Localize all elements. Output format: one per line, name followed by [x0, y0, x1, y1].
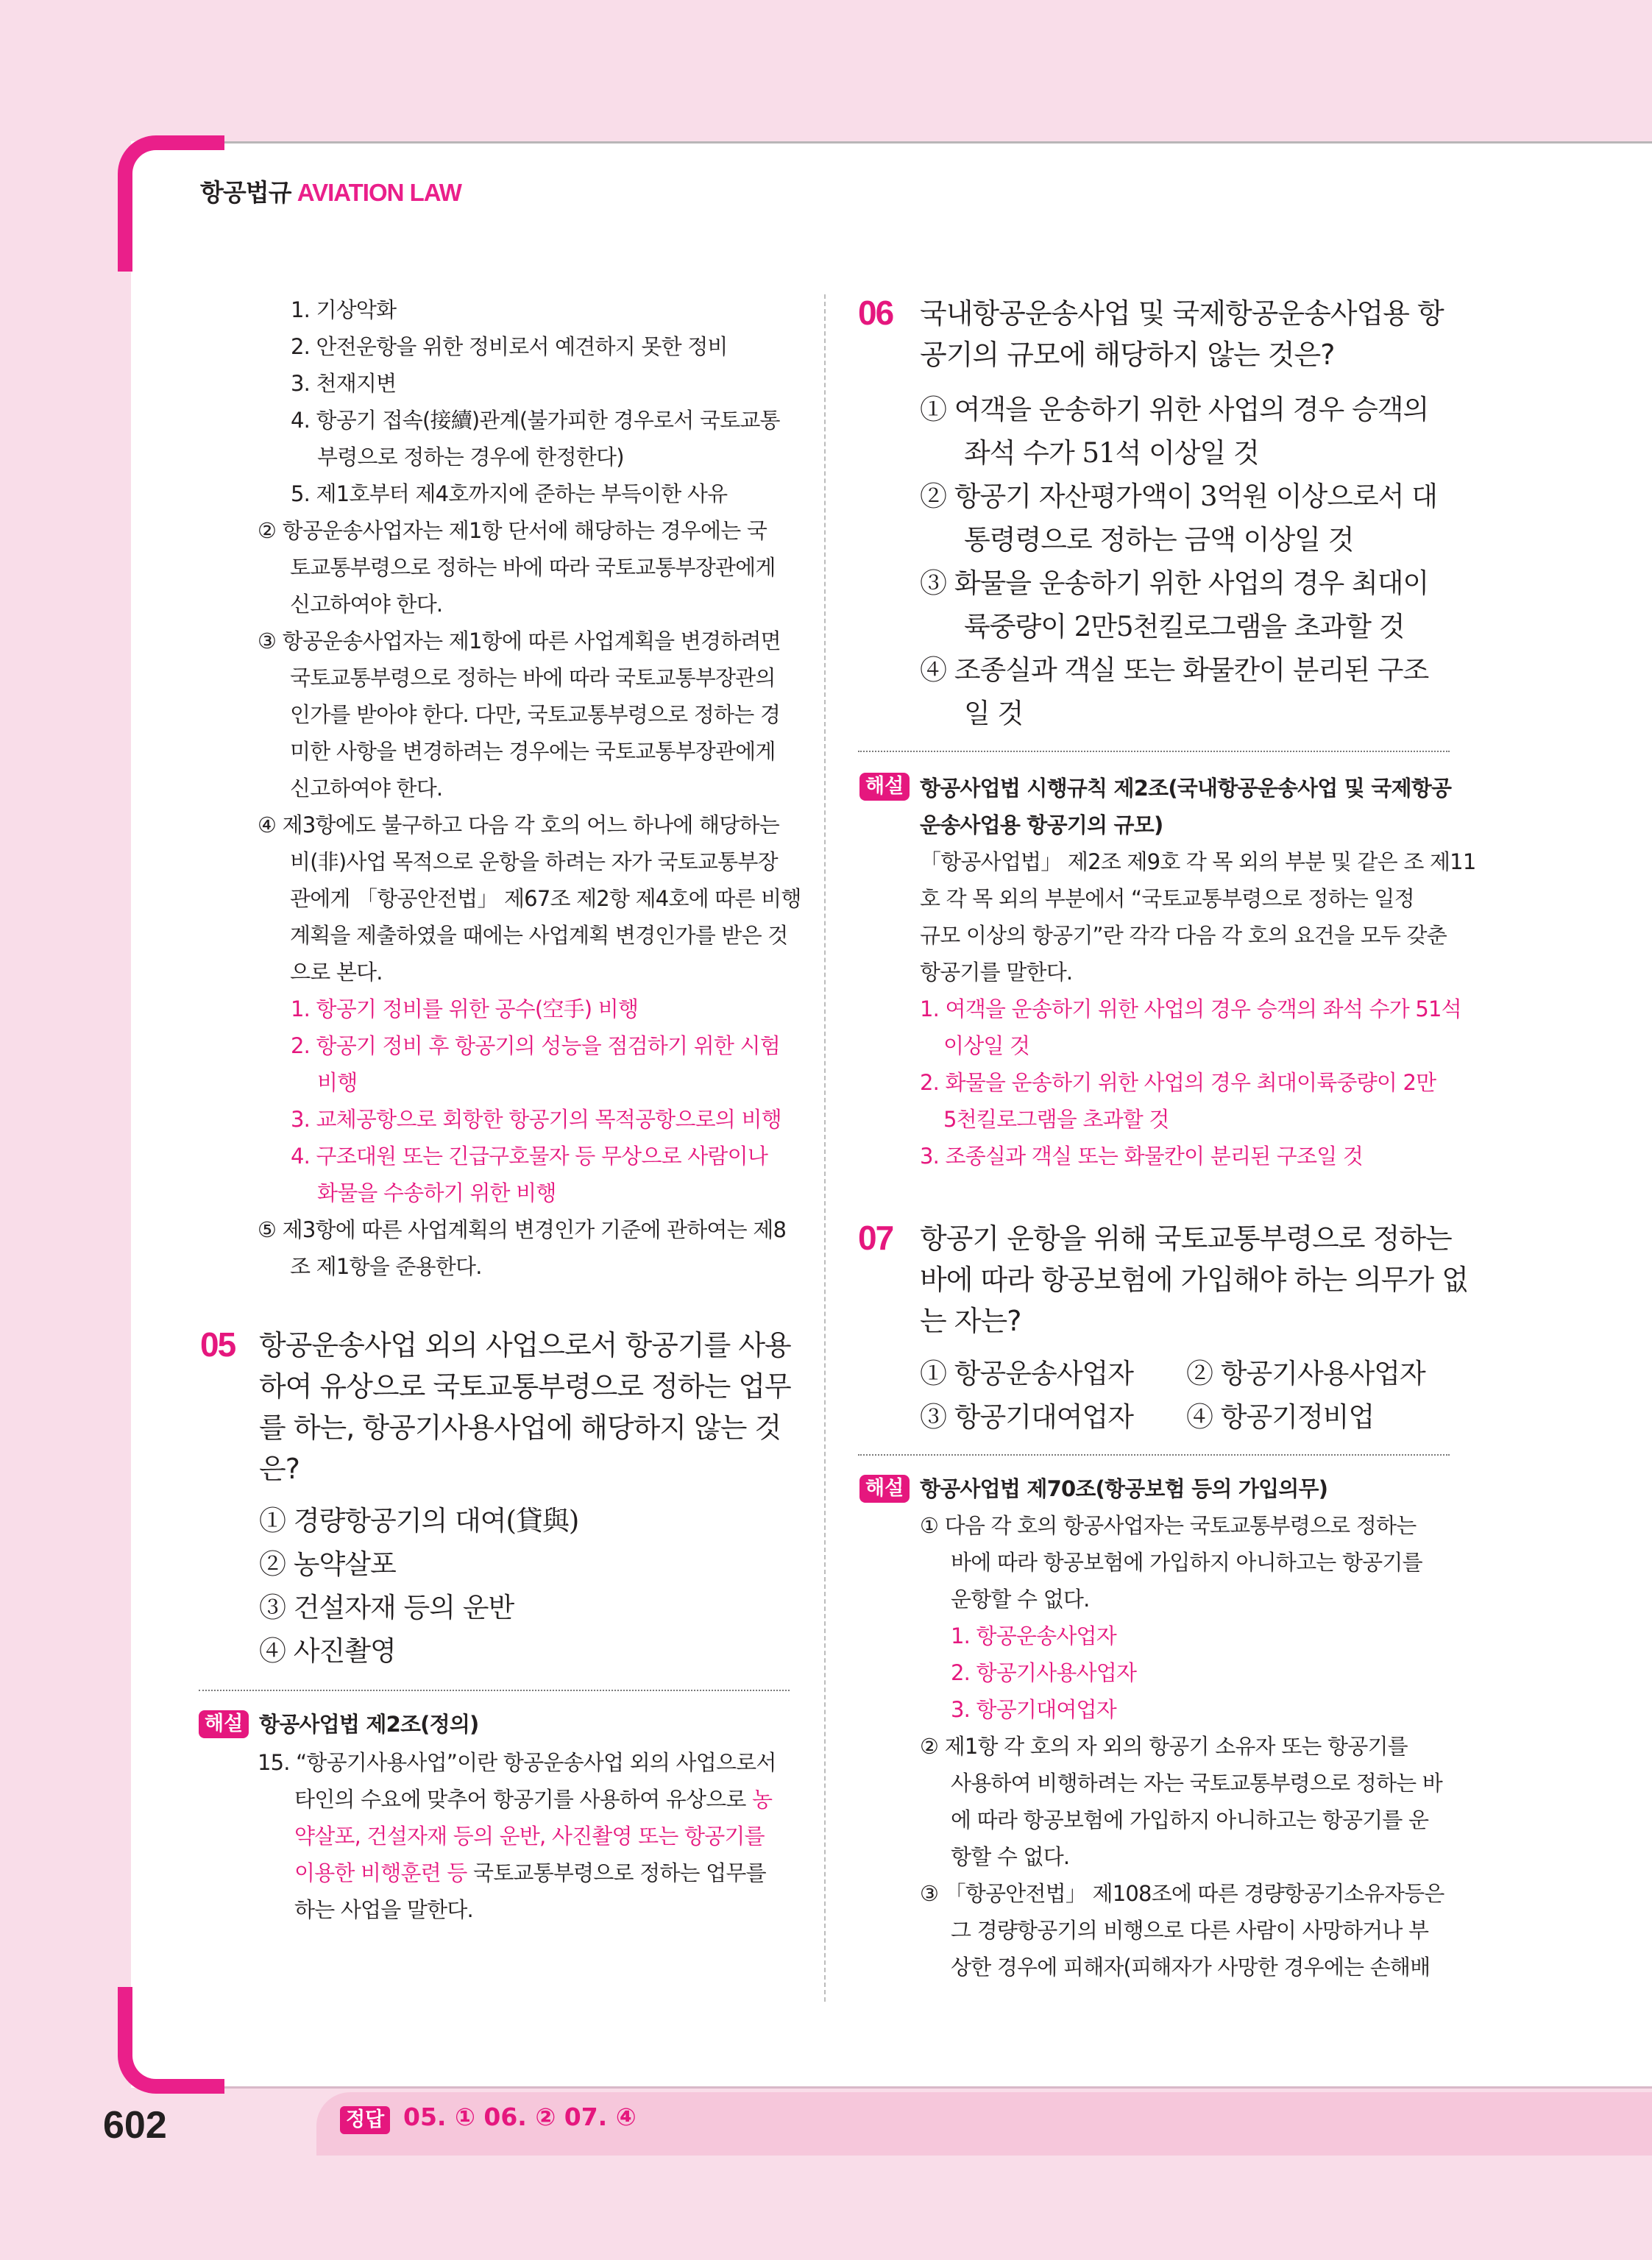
paragraph-line: ③ 항공운송사업자는 제1항에 따른 사업계획을 변경하려면	[258, 628, 781, 653]
question-07-line: 바에 따라 항공보험에 가입해야 하는 의무가 없	[920, 1264, 1468, 1296]
list-item: 2. 안전운항을 위한 정비로서 예견하지 못한 정비	[291, 334, 728, 359]
paragraph-line: 비(非)사업 목적으로 운항을 하려는 자가 국토교통부장	[290, 849, 778, 874]
option-06-4-cont: 일 것	[964, 698, 1024, 729]
paragraph-line: 미한 사항을 변경하려는 경우에는 국토교통부장관에게	[290, 739, 776, 764]
explanation-line: 항할 수 없다.	[951, 1844, 1070, 1869]
explanation-badge: 해설	[199, 1710, 249, 1738]
answer-key: 05. ① 06. ② 07. ④	[403, 2103, 637, 2131]
explanation-line: 하는 사업을 말한다.	[294, 1897, 473, 1922]
explanation-line	[294, 1781, 772, 1818]
option-06-2-cont: 통령령으로 정하는 금액 이상일 것	[964, 524, 1354, 556]
paragraph-line: 신고하여야 한다.	[290, 592, 443, 617]
question-06-line: 공기의 규모에 해당하지 않는 것은?	[920, 339, 1335, 371]
option-05-1: ① 경량항공기의 대여(貸與)	[259, 1505, 579, 1537]
explanation-highlight: 3. 항공기대여업자	[951, 1697, 1116, 1722]
option-06-3: ③ 화물을 운송하기 위한 사업의 경우 최대이	[920, 567, 1429, 599]
highlight-item: 3. 교체공항으로 회항한 항공기의 목적공항으로의 비행	[291, 1107, 781, 1132]
explanation-line: ① 다음 각 호의 항공사업자는 국토교통부령으로 정하는	[920, 1513, 1417, 1538]
paragraph-line: 계획을 제출하였을 때에는 사업계획 변경인가를 받은 것	[290, 923, 788, 948]
explanation-line: 규모 이상의 항공기”란 각각 다음 각 호의 요건을 모두 갖춘	[920, 923, 1447, 948]
explanation-highlight: 3. 조종실과 객실 또는 화물칸이 분리된 구조일 것	[920, 1144, 1364, 1169]
question-07-line: 는 자는?	[920, 1305, 1021, 1337]
header-title-en: AVIATION LAW	[297, 179, 461, 206]
explanation-line: 바에 따라 항공보험에 가입하지 아니하고는 항공기를	[951, 1550, 1422, 1575]
option-05-4: ④ 사진촬영	[259, 1635, 396, 1667]
explanation-badge: 해설	[859, 1475, 910, 1503]
option-07-2: ② 항공기사용사업자	[1186, 1358, 1425, 1389]
option-06-1: ① 여객을 운송하기 위한 사업의 경우 승객의	[920, 394, 1429, 425]
bottom-rule	[217, 2086, 1652, 2089]
option-05-3: ③ 건설자재 등의 운반	[259, 1592, 514, 1623]
question-07-line: 항공기 운항을 위해 국토교통부령으로 정하는	[920, 1222, 1452, 1255]
highlight-item: 4. 구조대원 또는 긴급구호물자 등 무상으로 사람이나	[291, 1144, 768, 1169]
explanation-line: 호 각 목 외의 부분에서 “국토교통부령으로 정하는 일정	[920, 886, 1414, 911]
paragraph-line: 국토교통부령으로 정하는 바에 따라 국토교통부장관의	[290, 665, 776, 690]
question-number-05: 05	[200, 1325, 235, 1364]
explanation-highlight: 1. 항공운송사업자	[951, 1623, 1116, 1648]
option-07-3: ③ 항공기대여업자	[920, 1401, 1133, 1433]
explanation-title: 항공사업법 시행규칙 제2조(국내항공운송사업 및 국제항공	[920, 776, 1452, 801]
explanation-badge: 해설	[859, 773, 910, 801]
paragraph-line: 신고하여야 한다.	[290, 776, 443, 801]
option-06-2: ② 항공기 자산평가액이 3억원 이상으로서 대	[920, 481, 1437, 512]
paragraph-line: 관에게 「항공안전법」 제67조 제2항 제4호에 따른 비행	[290, 886, 801, 911]
explanation-line: 운항할 수 없다.	[951, 1587, 1090, 1612]
list-item: 1. 기상악화	[291, 297, 397, 322]
separator	[199, 1690, 790, 1691]
top-rule	[224, 141, 1652, 144]
highlight-item: 화물을 수송하기 위한 비행	[317, 1180, 556, 1205]
explanation-line: 15. “항공기사용사업”이란 항공운송사업 외의 사업으로서	[258, 1750, 776, 1775]
explanation-highlight: 1. 여객을 운송하기 위한 사업의 경우 승객의 좌석 수가 51석	[920, 996, 1461, 1021]
running-header	[200, 174, 461, 208]
list-item: 4. 항공기 접속(接續)관계(불가피한 경우로서 국토교통	[291, 408, 780, 433]
separator	[858, 1454, 1450, 1456]
option-06-4: ④ 조종실과 객실 또는 화물칸이 분리된 구조	[920, 654, 1429, 686]
explanation-highlight: 2. 화물을 운송하기 위한 사업의 경우 최대이륙중량이 2만	[920, 1070, 1436, 1095]
list-item: 5. 제1호부터 제4호까지에 준하는 부득이한 사유	[291, 481, 728, 506]
explanation-text: 타인의 수요에 맞추어 항공기를 사용하여 유상으로	[294, 1787, 753, 1812]
explanation-line: ② 제1항 각 호의 자 외의 항공기 소유자 또는 항공기를	[920, 1734, 1408, 1759]
explanation-highlight: 약살포, 건설자재 등의 운반, 사진촬영 또는 항공기를	[294, 1824, 765, 1849]
explanation-line: 「항공사업법」 제2조 제9호 각 목 외의 부분 및 같은 조 제11	[920, 849, 1476, 874]
explanation-line: 항공기를 말한다.	[920, 960, 1073, 985]
explanation-line: 사용하여 비행하려는 자는 국토교통부령으로 정하는 바	[951, 1771, 1443, 1796]
highlight-item: 1. 항공기 정비를 위한 공수(空手) 비행	[291, 996, 639, 1021]
explanation-line: 상한 경우에 피해자(피해자가 사망한 경우에는 손해배	[951, 1955, 1431, 1980]
question-number-06: 06	[858, 294, 893, 332]
question-06-line: 국내항공운송사업 및 국제항공운송사업용 항	[920, 297, 1444, 330]
question-number-07: 07	[858, 1219, 893, 1257]
question-05-line: 항공운송사업 외의 사업으로서 항공기를 사용	[259, 1329, 791, 1361]
paragraph-line: ⑤ 제3항에 따른 사업계획의 변경인가 기준에 관하여는 제8	[258, 1217, 787, 1242]
explanation-highlight: 5천킬로그램을 초과할 것	[943, 1107, 1169, 1132]
page-number: 602	[103, 2104, 167, 2147]
column-divider	[824, 294, 826, 2002]
explanation-line: ③ 「항공안전법」 제108조에 따른 경량항공기소유자등은	[920, 1881, 1444, 1906]
list-item: 3. 천재지변	[291, 371, 397, 396]
explanation-title: 운송사업용 항공기의 규모)	[920, 812, 1163, 837]
explanation-line: 에 따라 항공보험에 가입하지 아니하고는 항공기를 운	[951, 1807, 1429, 1832]
question-05-line: 은?	[259, 1453, 299, 1485]
highlight-item: 2. 항공기 정비 후 항공기의 성능을 점검하기 위한 시험	[291, 1033, 780, 1058]
explanation-highlight: 이상일 것	[943, 1033, 1030, 1058]
explanation-line: 그 경량항공기의 비행으로 다른 사람이 사망하거나 부	[951, 1918, 1429, 1943]
explanation-highlight: 농	[752, 1787, 773, 1812]
corner-bracket-bottom	[118, 1987, 224, 2094]
option-07-1: ① 항공운송사업자	[920, 1358, 1133, 1389]
header-title-ko: 항공법규	[200, 179, 291, 206]
question-05-line: 하여 유상으로 국토교통부령으로 정하는 업무	[259, 1370, 791, 1403]
answer-badge: 정답	[340, 2106, 390, 2134]
list-item-cont: 부령으로 정하는 경우에 한정한다)	[317, 444, 624, 470]
separator	[858, 751, 1450, 752]
question-05-line: 를 하는, 항공기사용사업에 해당하지 않는 것	[259, 1411, 781, 1444]
explanation-title: 항공사업법 제70조(항공보험 등의 가입의무)	[920, 1476, 1328, 1501]
paragraph-line: 토교통부령으로 정하는 바에 따라 국토교통부장관에게	[290, 555, 776, 580]
option-05-2: ② 농약살포	[259, 1548, 396, 1580]
paragraph-line: 인가를 받아야 한다. 다만, 국토교통부령으로 정하는 경	[290, 702, 781, 727]
paragraph-line: 조 제1항을 준용한다.	[290, 1254, 482, 1279]
option-06-3-cont: 륙중량이 2만5천킬로그램을 초과할 것	[964, 611, 1405, 642]
paragraph-line: ④ 제3항에도 불구하고 다음 각 호의 어느 하나에 해당하는	[258, 812, 779, 837]
explanation-highlight: 이용한 비행훈련 등	[294, 1860, 467, 1885]
explanation-title: 항공사업법 제2조(정의)	[259, 1712, 479, 1737]
explanation-highlight: 2. 항공기사용사업자	[951, 1660, 1137, 1685]
explanation-line	[294, 1855, 766, 1891]
explanation-text: 국토교통부령으로 정하는 업무를	[467, 1860, 766, 1885]
paragraph-line: 으로 본다.	[290, 960, 383, 985]
option-06-1-cont: 좌석 수가 51석 이상일 것	[964, 437, 1259, 469]
option-07-4: ④ 항공기정비업	[1186, 1401, 1375, 1433]
paragraph-line: ② 항공운송사업자는 제1항 단서에 해당하는 경우에는 국	[258, 518, 767, 543]
highlight-item: 비행	[317, 1070, 358, 1095]
